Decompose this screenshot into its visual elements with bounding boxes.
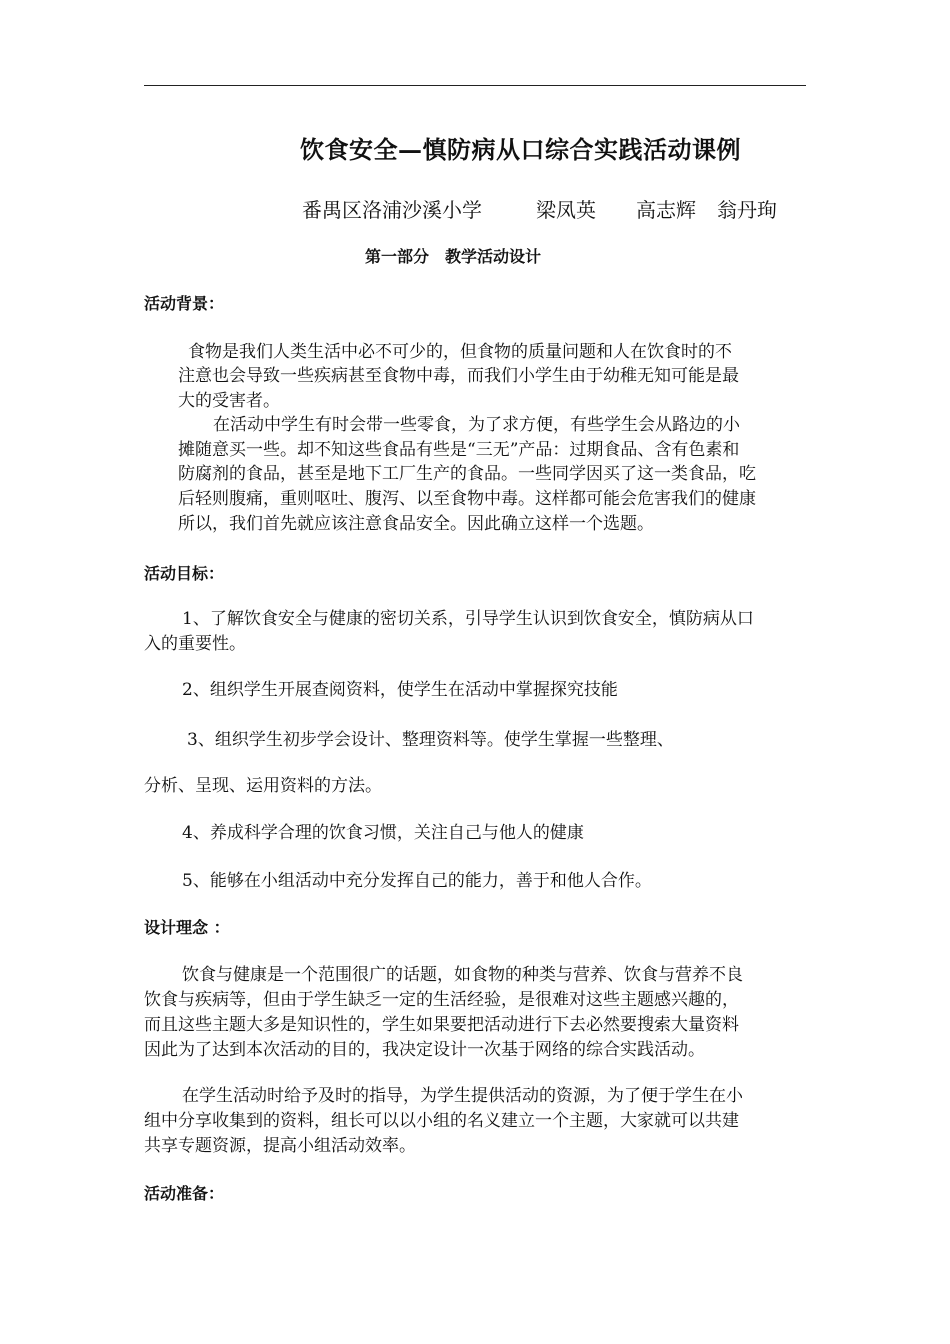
paragraph-line: 在活动中学生有时会带一些零食，为了求方便，有些学生会从路边的小: [213, 415, 740, 435]
document-title: 饮食安全—慎防病从口综合实践活动课例: [300, 135, 741, 164]
goal-item: 4、养成科学合理的饮食习惯，关注自己与他人的健康: [182, 823, 584, 843]
paragraph-line: 所以，我们首先就应该注意食品安全。因此确立这样一个选题。: [178, 514, 654, 534]
goal-item: 5、能够在小组活动中充分发挥自己的能力，善于和他人合作。: [182, 871, 652, 891]
author-school: 番禺区洛浦沙溪小学: [302, 198, 482, 222]
paragraph-line: 因此为了达到本次活动的目的，我决定设计一次基于网络的综合实践活动。: [144, 1040, 705, 1060]
section-heading-background: 活动背景：: [144, 294, 225, 313]
author-name-2: 高志辉: [636, 198, 696, 222]
goal-item-continuation: 分析、呈现、运用资料的方法。: [144, 776, 382, 796]
goal-item: 2、组织学生开展查阅资料，使学生在活动中掌握探究技能: [182, 680, 618, 700]
paragraph-line: 而且这些主题大多是知识性的，学生如果要把活动进行下去必然要搜索大量资料: [144, 1015, 739, 1035]
paragraph-line: 在学生活动时给予及时的指导，为学生提供活动的资源，为了便于学生在小: [182, 1086, 743, 1106]
author-name-1: 梁凤英: [536, 198, 596, 222]
paragraph-line: 饮食与健康是一个范围很广的话题，如食物的种类与营养、饮食与营养不良: [182, 965, 743, 985]
paragraph-line: 注意也会导致一些疾病甚至食物中毒，而我们小学生由于幼稚无知可能是最: [178, 366, 739, 386]
paragraph-line: 防腐剂的食品，甚至是地下工厂生产的食品。一些同学因买了这一类食品，吃: [178, 464, 756, 484]
header-rule: [144, 85, 806, 86]
paragraph-line: 组中分享收集到的资料，组长可以以小组的名义建立一个主题，大家就可以共建: [144, 1111, 739, 1131]
goal-item-continuation: 入的重要性。: [144, 634, 246, 654]
paragraph-line: 后轻则腹痛，重则呕吐、腹泻、以至食物中毒。这样都可能会危害我们的健康: [178, 489, 756, 509]
part-heading: 第一部分 教学活动设计: [365, 247, 542, 266]
paragraph-line: 共享专题资源，提高小组活动效率。: [144, 1136, 416, 1156]
paragraph-line: 食物是我们人类生活中必不可少的，但食物的质量问题和人在饮食时的不: [188, 342, 732, 362]
section-heading-design: 设计理念 ：: [144, 918, 230, 937]
author-name-3: 翁丹珣: [717, 198, 777, 222]
paragraph-line: 大的受害者。: [178, 391, 280, 411]
section-heading-preparation: 活动准备：: [144, 1184, 225, 1203]
paragraph-line: 饮食与疾病等，但由于学生缺乏一定的生活经验，是很难对这些主题感兴趣的，: [144, 990, 739, 1010]
section-heading-goals: 活动目标：: [144, 564, 225, 583]
goal-item: 3、组织学生初步学会设计、整理资料等。使学生掌握一些整理、: [187, 730, 674, 750]
paragraph-line: 摊随意买一些。却不知这些食品有些是“三无”产品：过期食品、含有色素和: [178, 440, 740, 460]
goal-item: 1、了解饮食安全与健康的密切关系，引导学生认识到饮食安全，慎防病从口: [182, 609, 754, 629]
